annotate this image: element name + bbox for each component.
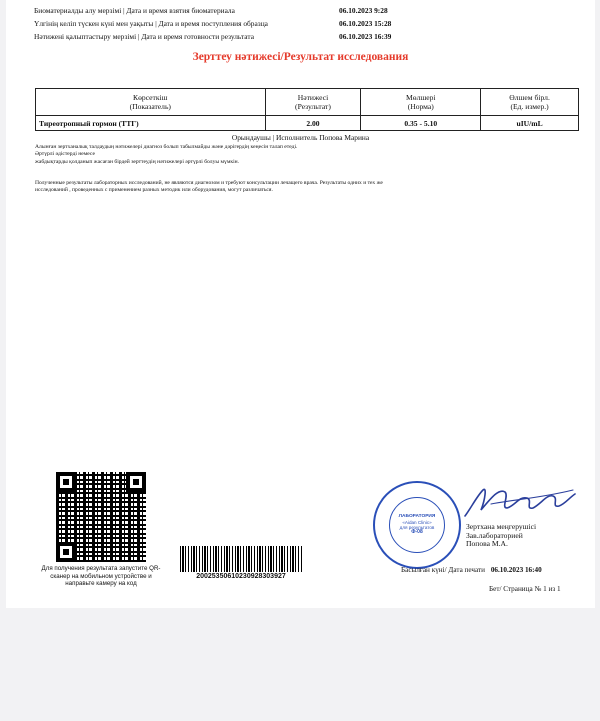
header-result: Нәтижесі (Результат)	[265, 89, 361, 116]
qr-code[interactable]	[56, 472, 146, 562]
table-row	[36, 116, 579, 131]
stamp-code: Ф-08	[411, 529, 423, 536]
meta-value: 06.10.2023 16:39	[339, 32, 392, 41]
page-number: Бет/ Страница № 1 из 1	[489, 585, 561, 593]
signature-block	[466, 523, 536, 549]
print-date-label: Басылған күні/ Дата печати	[401, 566, 486, 574]
qr-caption: Для получения результата запустите QR-сканер на мобильном устройстве и направьте камеру на код	[41, 565, 161, 588]
qr-finder	[56, 472, 76, 492]
meta-label: Үлгінің келіп түскен күні мен уақыты | Дата и время поступления образца	[34, 19, 268, 28]
performer: Орындаушы | Исполнитель Попова Марина	[231, 133, 370, 142]
table-header-row	[36, 89, 579, 116]
meta-label: Нәтижені қалыптастыру мерзімі | Дата и время готовности результата	[34, 32, 254, 41]
stamp-title: ЛАБОРАТОРИЯ	[398, 514, 436, 520]
note-line: исследований , проведенных с применением разных методик или оборудования, могут различаться.	[35, 187, 273, 194]
meta-label: Биоматериалды алу мерзімі | Дата и время взятия биоматериала	[34, 6, 235, 15]
cell-result: 2.00	[265, 116, 361, 131]
sig-line: Попова М.А.	[466, 539, 508, 549]
laboratory-stamp	[373, 481, 461, 569]
print-date-value: 06.10.2023 16:40	[490, 566, 542, 574]
print-date	[401, 566, 542, 574]
cell-norm: 0.35 - 5.10	[361, 116, 481, 131]
signature	[461, 478, 579, 522]
stamp-center	[389, 497, 445, 553]
sig-line: Зав.лабораторией	[466, 530, 523, 540]
cell-unit: uIU/mL	[481, 116, 579, 131]
results-table	[35, 88, 579, 131]
stamp-sub: для результатов	[399, 525, 435, 530]
sample-meta	[34, 4, 574, 43]
qr-finder	[56, 542, 76, 562]
barcode	[180, 546, 302, 572]
header-indicator: Көрсеткіш (Показатель)	[36, 89, 266, 116]
header-norm: Мөлшері (Норма)	[361, 89, 481, 116]
note-line: Әртүрлі әдістерді немесе	[35, 151, 95, 158]
cell-indicator: Тиреотропный гормон (ТТГ)	[36, 116, 266, 131]
header-unit: Өлшем бірл. (Ед. измер.)	[481, 89, 579, 116]
meta-value: 06.10.2023 9:28	[339, 6, 388, 15]
meta-row-collected	[34, 4, 574, 17]
notes-russian	[35, 180, 580, 195]
qr-finder	[126, 472, 146, 492]
note-line: Полученные результаты лабораторных исследований, не являются диагнозом и требуют консультации лечащего врача. Результаты одних и тех же	[35, 180, 383, 186]
report-page	[6, 0, 595, 608]
meta-value: 06.10.2023 15:28	[339, 19, 392, 28]
note-line: жабдықтарды қолданып жасаған бірдей зерттеудің нәтижелері әртүрлі болуы мүмкін.	[35, 158, 240, 165]
meta-row-ready	[34, 30, 574, 43]
barcode-number: 20025350610230928303927	[196, 573, 286, 580]
report-title: Зерттеу нәтижесі/Результат исследования	[192, 51, 409, 63]
sig-line: Зертхана меңгерушісі	[466, 522, 537, 531]
note-line: Алынған зертханалық талдаудың нәтижелері диагноз болып табылмайды және дәрігердің кеңесін талап етеді.	[35, 144, 298, 150]
notes-kazakh	[35, 144, 580, 166]
stamp-name: «Aidan Clinic»	[402, 519, 432, 525]
meta-row-received	[34, 17, 574, 30]
